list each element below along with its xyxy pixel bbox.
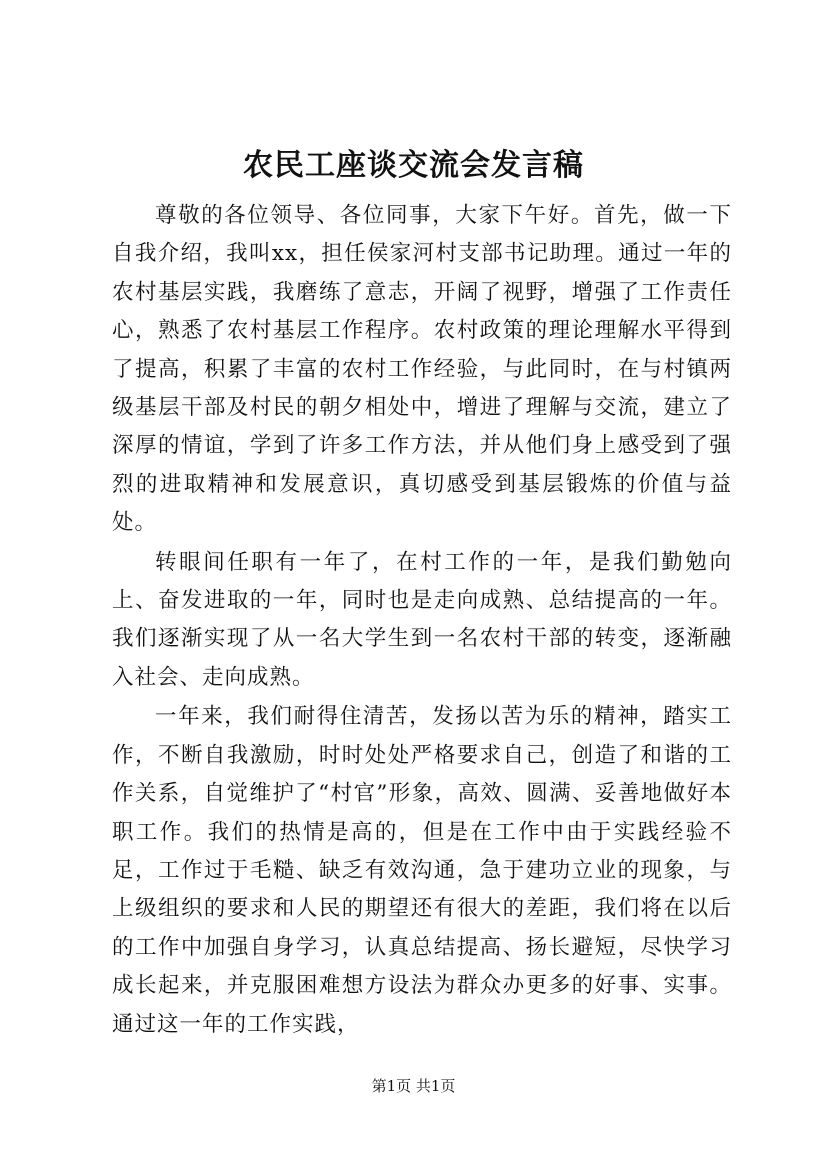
paragraph-1: 尊敬的各位领导、各位同事，大家下午好。首先，做一下自我介绍，我叫xx，担任侯家河村支部书记助理。通过一年的农村基层实践，我磨练了意志，开阔了视野，增强了工作责任心，熟悉了农村基层工作程序。农村政策的理论理解水平得到了提高，积累了丰富的农村工作经验，与此同时，在与村镇两级基层干部及村民的朝夕相处中，增进了理解与交流，建立了深厚的情谊，学到了许多工作方法，并从他们身上感受到了强烈的进取精神和发展意识，真切感受到基层锻炼的价值与益处。	[112, 203, 732, 536]
document-title: 农民工座谈交流会发言稿	[243, 148, 584, 183]
document-body	[112, 197, 732, 1044]
page-number-footer: 第1页 共1页	[371, 1077, 456, 1095]
paragraph-2: 转眼间任职有一年了，在村工作的一年，是我们勤勉向上、奋发进取的一年，同时也是走向成熟、总结提高的一年。我们逐渐实现了从一名大学生到一名农村干部的转变，逐渐融入社会、走向成熟。	[112, 549, 732, 690]
paragraph-3: 一年来，我们耐得住清苦，发扬以苦为乐的精神，踏实工作，不断自我激励，时时处处严格要求自己，创造了和谐的工作关系，自觉维护了“村官”形象，高效、圆满、妥善地做好本职工作。我们的热情是高的，但是在工作中由于实践经验不足，工作过于毛糙、缺乏有效沟通，急于建功立业的现象，与上级组织的要求和人民的期望还有很大的差距，我们将在以后的工作中加强自身学习，认真总结提高、扬长避短，尽快学习成长起来，并克服困难想方设法为群众办更多的好事、实事。通过这一年的工作实践，	[112, 704, 732, 1037]
